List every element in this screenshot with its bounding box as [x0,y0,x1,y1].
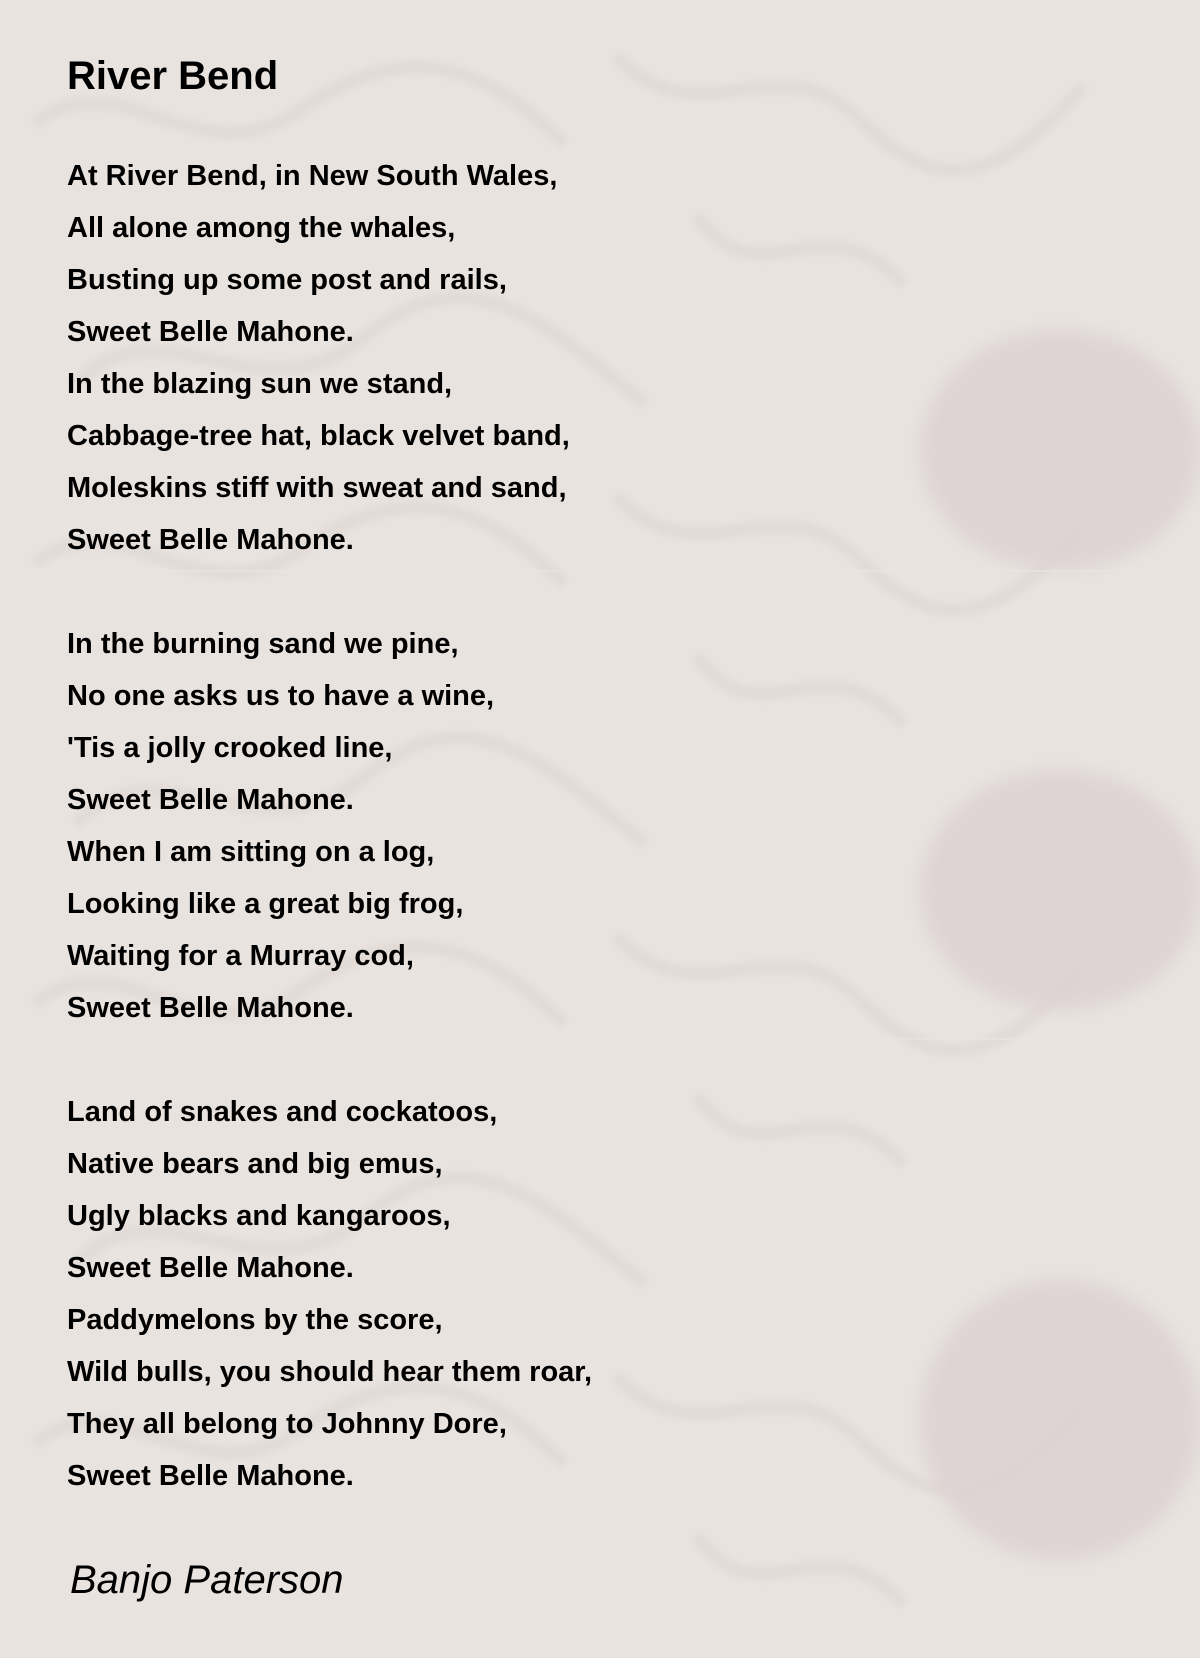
stanza-1 [67,150,570,566]
poem-line: No one asks us to have a wine, [67,680,495,712]
poem-line: Waiting for a Murray cod, [67,940,414,972]
poem-line: Busting up some post and rails, [67,264,507,296]
poem-author: Banjo Paterson [70,1558,344,1602]
stanza-2 [67,618,494,1034]
poem-line: When I am sitting on a log, [67,836,435,868]
poem-line: Land of snakes and cockatoos, [67,1096,498,1128]
poem-line: They all belong to Johnny Dore, [67,1408,507,1440]
poem-line: Moleskins stiff with sweat and sand, [67,472,567,504]
poem-line: Looking like a great big frog, [67,888,464,920]
poem-line: Sweet Belle Mahone. [67,1460,354,1492]
poem-line: Paddymelons by the score, [67,1304,443,1336]
poem-line: 'Tis a jolly crooked line, [67,732,393,764]
poem-line: At River Bend, in New South Wales, [67,160,558,192]
stanza-3 [67,1086,592,1502]
poem-line: In the burning sand we pine, [67,628,459,660]
poem-line: Ugly blacks and kangaroos, [67,1200,451,1232]
poem-line: All alone among the whales, [67,212,456,244]
poem-line: In the blazing sun we stand, [67,368,453,400]
poem-line: Native bears and big emus, [67,1148,443,1180]
poem-line: Sweet Belle Mahone. [67,992,354,1024]
poem-line: Cabbage-tree hat, black velvet band, [67,420,570,452]
poem-line: Wild bulls, you should hear them roar, [67,1356,593,1388]
poem-title: River Bend [67,54,279,98]
poem-line: Sweet Belle Mahone. [67,784,354,816]
poem-line: Sweet Belle Mahone. [67,524,354,556]
poem-line: Sweet Belle Mahone. [67,316,354,348]
poem-line: Sweet Belle Mahone. [67,1252,354,1284]
